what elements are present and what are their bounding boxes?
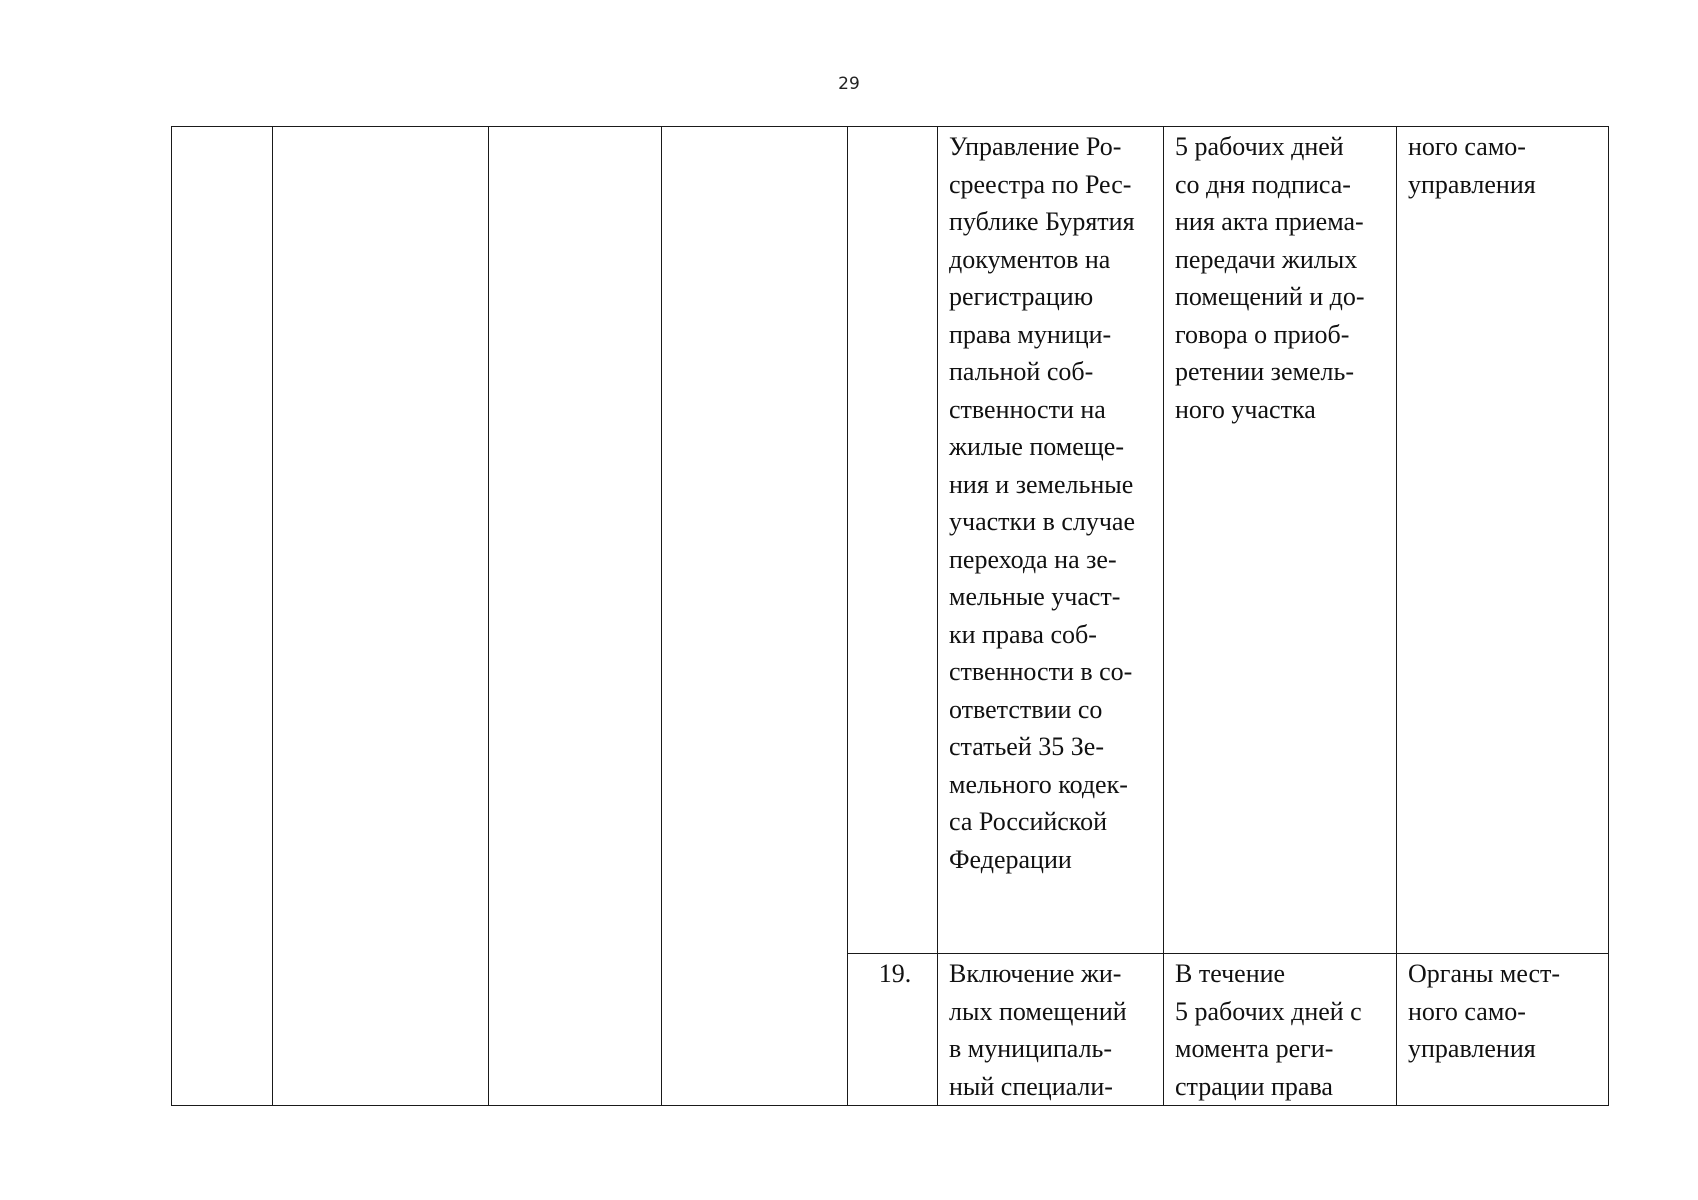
cell-number-19 bbox=[848, 954, 938, 1106]
responsible-text: ного само- управления bbox=[1408, 132, 1536, 199]
term-text: В течение 5 рабочих дней с момента реги- страции права bbox=[1175, 959, 1362, 1101]
term-text: 5 рабочих дней со дня подписа- ния акта приема- передачи жилых помещений и до- говора о приоб- ретении земель- ного участка bbox=[1175, 132, 1365, 424]
page-number: 29 bbox=[838, 74, 860, 94]
cell-col1 bbox=[172, 127, 273, 1106]
cell-action-continued bbox=[938, 127, 1164, 954]
cell-col4 bbox=[662, 127, 848, 1106]
cell-action-19 bbox=[938, 954, 1164, 1106]
cell-term-continued bbox=[1164, 127, 1397, 954]
responsible-text: Органы мест- ного само- управления bbox=[1408, 959, 1561, 1063]
action-text: Управление Ро- среестра по Рес- публике Бурятия документов на регистрацию права муници- пальной соб- ственности на жилые помеще- ния и земельные участки в случае перехода на зе- мельные участ- ки права соб- ственности в со- ответствии со статьей 35 Зе- мельного кодек- са Российской Федерации bbox=[949, 132, 1136, 874]
cell-term-19 bbox=[1164, 954, 1397, 1106]
action-text: Включение жи- лых помещений в муниципаль- ный специали- bbox=[949, 959, 1127, 1101]
cell-responsible-continued bbox=[1397, 127, 1609, 954]
cell-number-continued bbox=[848, 127, 938, 954]
plan-table bbox=[171, 126, 1609, 1106]
table-row-continued bbox=[172, 127, 1609, 954]
cell-responsible-19 bbox=[1397, 954, 1609, 1106]
row-number: 19. bbox=[878, 959, 912, 988]
cell-col3 bbox=[489, 127, 662, 1106]
row-number bbox=[848, 127, 937, 128]
cell-col2 bbox=[273, 127, 489, 1106]
